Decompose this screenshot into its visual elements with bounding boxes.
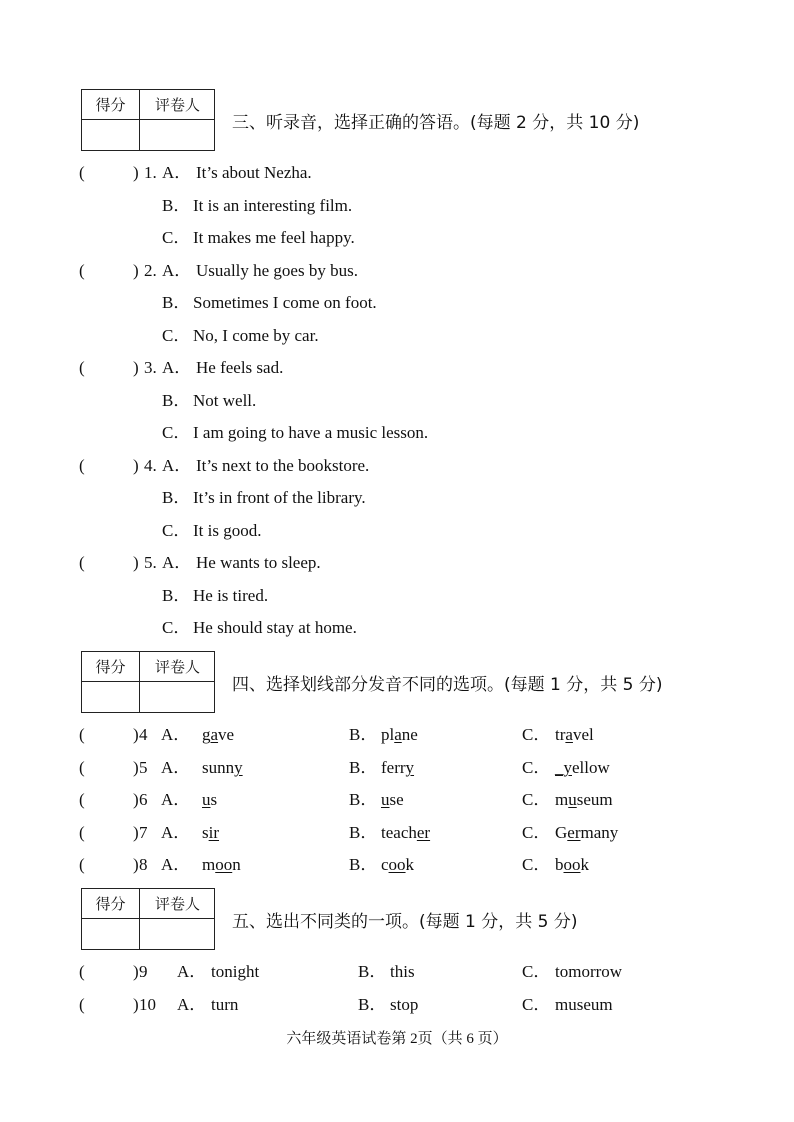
grader-input-cell[interactable] [140, 919, 215, 950]
option-b: It is an interesting film. [193, 195, 353, 215]
option-b: Sometimes I come on foot. [193, 293, 377, 312]
option-letter-b: B． [349, 822, 378, 842]
answer-paren-open: ( [79, 358, 85, 377]
option-c: No, I come by car. [193, 325, 319, 345]
answer-blank[interactable] [88, 162, 132, 184]
answer-blank[interactable] [88, 260, 132, 282]
answer-blank[interactable] [88, 757, 132, 779]
underlined-letters: er [416, 822, 431, 842]
word-part: n [232, 855, 241, 874]
answer-blank[interactable] [88, 357, 132, 379]
option-b-word [381, 854, 414, 876]
answer-paren-close: ) [133, 358, 139, 377]
answer-paren-close: ) [133, 790, 139, 809]
option-a: Usually he goes by bus. [196, 260, 358, 280]
answer-paren-close: ) [133, 822, 139, 842]
question-number: 1. [144, 163, 157, 182]
score-box-section5 [81, 888, 215, 950]
option-letter-c: C． [522, 822, 551, 842]
word-part: teach [381, 822, 417, 842]
underlined-letters: a [565, 725, 573, 744]
option-a: It’s about Nezha. [196, 163, 312, 182]
score-label: 得分 [95, 895, 126, 913]
section4-title: 四、选择划线部分发音不同的选项。(每题 1 分，共 5 分) [232, 675, 663, 695]
answer-paren-open: ( [79, 994, 85, 1014]
option-b: this [390, 962, 415, 981]
option-c-word [555, 724, 594, 746]
answer-paren-close: ) [133, 260, 139, 280]
answer-blank[interactable] [88, 789, 132, 811]
word-part: k [580, 855, 589, 874]
answer-blank[interactable] [88, 724, 132, 746]
score-box-section3 [81, 89, 215, 151]
answer-paren-open: ( [79, 822, 85, 842]
option-letter-a: A． [162, 260, 192, 280]
question-number: 4. [144, 455, 157, 475]
question-number: 5. [144, 553, 157, 572]
answer-paren-open: ( [79, 725, 85, 744]
underlined-letters: ir [208, 822, 220, 842]
score-input-cell[interactable] [82, 120, 140, 151]
answer-paren-open: ( [79, 163, 85, 182]
answer-paren-close: ) [133, 455, 139, 475]
answer-blank[interactable] [88, 822, 132, 844]
answer-paren-open: ( [79, 855, 85, 874]
option-letter-c: C． [522, 962, 551, 981]
option-letter-c: C． [522, 757, 551, 777]
section3-title: 三、听录音，选择正确的答语。(每题 2 分，共 10 分) [232, 113, 640, 133]
option-letter-b: B． [349, 855, 378, 874]
option-b: stop [390, 994, 419, 1014]
answer-paren-open: ( [79, 962, 85, 981]
word-part: s [210, 790, 218, 809]
word-part: c [381, 855, 389, 874]
option-letter-a: A． [161, 822, 191, 842]
option-letter-b: B． [349, 757, 378, 777]
option-b-word [381, 757, 414, 779]
option-c: It is good. [193, 520, 262, 540]
option-b-word [381, 822, 430, 844]
option-letter-a: A． [177, 994, 207, 1014]
score-label: 得分 [95, 96, 126, 114]
option-letter-a: A． [162, 358, 192, 377]
question-number: 3. [144, 358, 157, 377]
answer-paren-open: ( [79, 553, 85, 572]
option-c-word [555, 757, 610, 779]
option-c: It makes me feel happy. [193, 228, 355, 247]
grader-label: 评卷人 [154, 658, 200, 676]
grader-input-cell[interactable] [140, 120, 215, 151]
score-box-section4 [81, 651, 215, 713]
underlined-letters: _y [555, 757, 572, 777]
option-c: museum [555, 994, 613, 1014]
option-b-word [381, 724, 418, 746]
option-a: It’s next to the bookstore. [196, 455, 370, 475]
underlined-letters: u [202, 790, 211, 809]
answer-paren-close: ) [133, 163, 139, 182]
word-part: sunn [202, 757, 235, 777]
option-letter-c: C． [522, 855, 551, 874]
option-a-word [202, 724, 234, 746]
option-letter-a: A． [162, 455, 192, 475]
underlined-letters: y [405, 757, 415, 777]
underlined-letters: u [568, 790, 577, 809]
option-letter-b: B． [162, 488, 191, 507]
option-letter-c: C． [162, 618, 191, 637]
answer-blank[interactable] [88, 854, 132, 876]
option-b: Not well. [193, 390, 257, 410]
word-part: g [202, 725, 211, 744]
grader-input-cell[interactable] [140, 682, 215, 713]
option-b-word [381, 789, 404, 811]
option-a: He wants to sleep. [196, 553, 321, 572]
underlined-letters: oo [215, 855, 233, 874]
word-part: ve [218, 725, 235, 744]
option-letter-a: A． [162, 553, 192, 572]
option-c-word [555, 822, 618, 844]
option-letter-a: A． [177, 962, 207, 981]
word-part: m [555, 790, 569, 809]
option-letter-c: C． [522, 994, 551, 1014]
option-letter-b: B． [358, 994, 387, 1014]
answer-blank[interactable] [88, 455, 132, 477]
option-letter-b: B． [358, 962, 387, 981]
option-a-word [202, 854, 241, 876]
option-letter-b: B． [349, 790, 378, 809]
section5-title: 五、选出不同类的一项。(每题 1 分，共 5 分) [232, 912, 578, 932]
option-letter-b: B． [162, 195, 191, 215]
answer-blank[interactable] [88, 994, 132, 1016]
option-c-word [555, 854, 589, 876]
question-number: 7 [139, 822, 148, 842]
question-number: 9 [139, 962, 148, 981]
option-letter-c: C． [522, 790, 551, 809]
answer-paren-close: ) [133, 725, 139, 744]
word-part: tr [555, 725, 566, 744]
option-c-word [555, 789, 613, 811]
answer-paren-open: ( [79, 455, 85, 475]
option-letter-b: B． [162, 390, 191, 410]
answer-blank[interactable] [88, 552, 132, 574]
answer-blank[interactable] [88, 961, 132, 983]
option-letter-c: C． [162, 520, 191, 540]
word-part: ellow [572, 757, 610, 777]
option-c: He should stay at home. [193, 618, 357, 637]
word-part: vel [572, 725, 594, 744]
question-number: 10 [139, 994, 156, 1014]
answer-paren-open: ( [79, 757, 85, 777]
score-input-cell[interactable] [82, 919, 140, 950]
option-letter-a: A． [161, 790, 191, 809]
option-b: He is tired. [193, 585, 269, 605]
option-letter-c: C． [162, 423, 191, 442]
underlined-letters: oo [563, 855, 581, 874]
word-part: b [555, 855, 564, 874]
word-part: G [555, 822, 568, 842]
question-number: 5 [139, 757, 148, 777]
underlined-letters: u [381, 790, 390, 809]
word-part: ne [401, 725, 418, 744]
answer-paren-close: ) [133, 757, 139, 777]
word-part: many [580, 822, 619, 842]
option-a-word [202, 789, 217, 811]
underlined-letters: a [394, 725, 402, 744]
option-a: He feels sad. [196, 358, 284, 377]
option-letter-a: A． [162, 163, 192, 182]
option-letter-a: A． [161, 757, 191, 777]
option-b: It’s in front of the library. [193, 488, 366, 507]
option-letter-b: B． [162, 293, 191, 312]
option-letter-a: A． [161, 855, 191, 874]
question-number: 8 [139, 855, 148, 874]
option-c: I am going to have a music lesson. [193, 423, 429, 442]
word-part: ferr [381, 757, 406, 777]
question-number: 6 [139, 790, 148, 809]
option-a-word [202, 822, 219, 844]
grader-label: 评卷人 [154, 895, 200, 913]
word-part: se [389, 790, 404, 809]
question-number: 2. [144, 260, 157, 280]
option-letter-a: A． [161, 725, 191, 744]
underlined-letters: a [210, 725, 219, 744]
answer-paren-open: ( [79, 790, 85, 809]
answer-paren-close: ) [133, 553, 139, 572]
word-part: pl [381, 725, 395, 744]
option-c: tomorrow [555, 962, 623, 981]
question-number: 4 [139, 725, 148, 744]
underlined-letters: oo [388, 855, 406, 874]
word-part: k [405, 855, 415, 874]
word-part: s [202, 822, 209, 842]
option-letter-c: C． [162, 228, 191, 247]
underlined-letters: y [234, 757, 243, 777]
grader-label: 评卷人 [154, 96, 200, 114]
answer-paren-open: ( [79, 260, 85, 280]
score-input-cell[interactable] [82, 682, 140, 713]
option-letter-b: B． [349, 725, 378, 744]
score-label: 得分 [95, 658, 126, 676]
option-a: tonight [211, 962, 260, 981]
option-letter-c: C． [522, 725, 551, 744]
word-part: m [202, 855, 216, 874]
underlined-letters: er [567, 822, 581, 842]
option-letter-c: C． [162, 325, 191, 345]
word-part: seum [576, 790, 613, 809]
answer-paren-close: ) [133, 855, 139, 874]
option-letter-b: B． [162, 585, 191, 605]
answer-paren-close: ) [133, 962, 139, 981]
option-a-word [202, 757, 243, 779]
option-a: turn [211, 994, 239, 1014]
answer-paren-close: ) [133, 994, 139, 1014]
page-footer: 六年级英语试卷第 2页（共 6 页） [286, 1031, 508, 1047]
